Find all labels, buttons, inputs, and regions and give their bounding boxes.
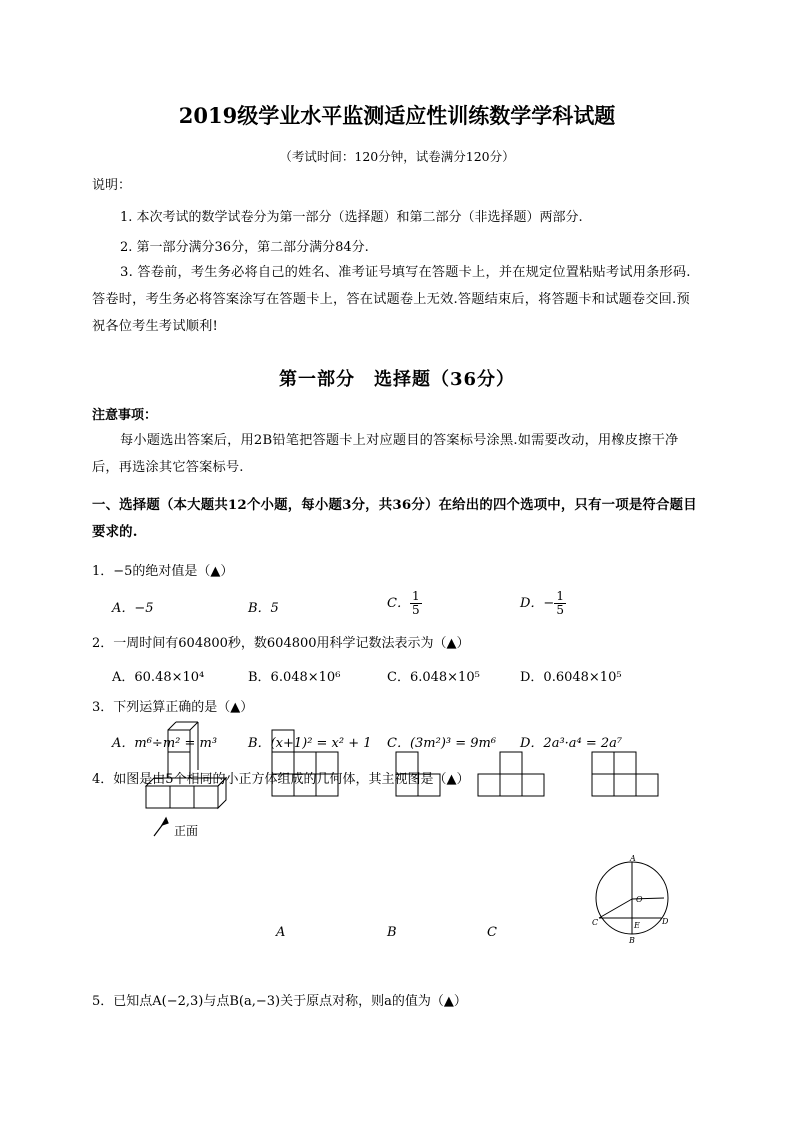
page-title: 2019级学业水平监测适应性训练数学学科试题 bbox=[178, 103, 616, 128]
circle-label-d: D bbox=[662, 917, 669, 926]
question-4-stem: 4．如图是由5个相同的小正方体组成的几何体，其主视图是（▲） bbox=[92, 772, 470, 787]
instruction-item-1: 1. 本次考试的数学试卷分为第一部分（选择题）和第二部分（非选择题）两部分. bbox=[120, 210, 583, 225]
q2-option-b: B．6.048×10⁶ bbox=[248, 670, 341, 685]
circle-label-a: A bbox=[630, 854, 636, 863]
part-one-title: 第一部分 选择题（36分） bbox=[278, 369, 516, 390]
notice-text: 每小题选出答案后，用2B铅笔把答题卡上对应题目的答案标号涂黑.如需要改动，用橡皮擦干净后，再选涂其它答案标号. bbox=[92, 433, 679, 475]
instruction-item-3: 3. 答卷前，考生务必将自己的姓名、准考证号填写在答题卡上，并在规定位置粘贴考试用条形码.答卷时，考生务必将答案涂写在答题卡上，答在试题卷上无效.答题结束后，将答题卡和试题卷交回.预祝各位考生考试顺利! bbox=[92, 265, 691, 334]
question-5-stem: 5．已知点A(−2,3)与点B(a,−3)关于原点对称，则a的值为（▲） bbox=[92, 994, 467, 1009]
front-arrow bbox=[154, 818, 168, 836]
q4-view-b bbox=[396, 752, 440, 796]
instruction-item-2: 2. 第一部分满分36分，第二部分满分84分. bbox=[120, 240, 369, 255]
q4-label-b: B bbox=[387, 925, 397, 940]
q2-option-c: C．6.048×10⁵ bbox=[387, 670, 480, 685]
circle-label-e: E bbox=[634, 921, 640, 930]
q1-option-a: A．−5 bbox=[112, 601, 154, 616]
q1-option-c-prefix: C． bbox=[387, 596, 410, 611]
q1-d-numerator: 1 bbox=[556, 589, 564, 603]
q4-view-d bbox=[592, 752, 658, 796]
q4-label-c: C bbox=[487, 925, 497, 940]
question-2-stem: 2．一周时间有604800秒，数604800用科学记数法表示为（▲） bbox=[92, 636, 470, 651]
q4-label-a: A bbox=[276, 925, 286, 940]
instructions-label: 说明： bbox=[92, 178, 132, 193]
circle-diagram bbox=[596, 862, 668, 934]
q1-d-denominator: 5 bbox=[556, 603, 564, 617]
q3-option-c: C．(3m²)³ = 9m⁶ bbox=[387, 736, 497, 751]
q1-option-b: B．5 bbox=[248, 601, 279, 616]
q4-view-c bbox=[478, 752, 544, 796]
circle-label-c: C bbox=[592, 918, 599, 927]
exam-subtitle: （考试时间：120分钟，试卷满分120分） bbox=[279, 149, 515, 164]
circle-label-o: O bbox=[636, 895, 643, 904]
q3-option-b: B．(x+1)² = x² + 1 bbox=[248, 736, 372, 751]
section-one-heading: 一、选择题（本大题共12个小题，每小题3分，共36分）在给出的四个选项中，只有一项是符合题目要求的. bbox=[92, 497, 697, 540]
q2-option-d: D．0.6048×10⁵ bbox=[520, 670, 622, 685]
q4-view-a bbox=[272, 730, 338, 796]
q1-option-d-prefix: D．− bbox=[520, 596, 555, 611]
front-label: 正面 bbox=[174, 824, 199, 838]
q1-c-denominator: 5 bbox=[411, 603, 420, 617]
q4-solid-figure bbox=[146, 722, 226, 808]
q3-option-a: A．m⁶÷m² = m³ bbox=[112, 736, 218, 751]
question-1-stem: 1．−5的绝对值是（▲） bbox=[92, 564, 234, 579]
q1-c-numerator: 1 bbox=[411, 589, 420, 603]
question-3-stem: 3．下列运算正确的是（▲） bbox=[92, 700, 254, 715]
notice-label: 注意事项： bbox=[92, 408, 158, 423]
circle-label-b: B bbox=[629, 936, 635, 945]
q3-option-d: D．2a³·a⁴ = 2a⁷ bbox=[520, 736, 623, 751]
q2-option-a: A．60.48×10⁴ bbox=[112, 670, 205, 685]
